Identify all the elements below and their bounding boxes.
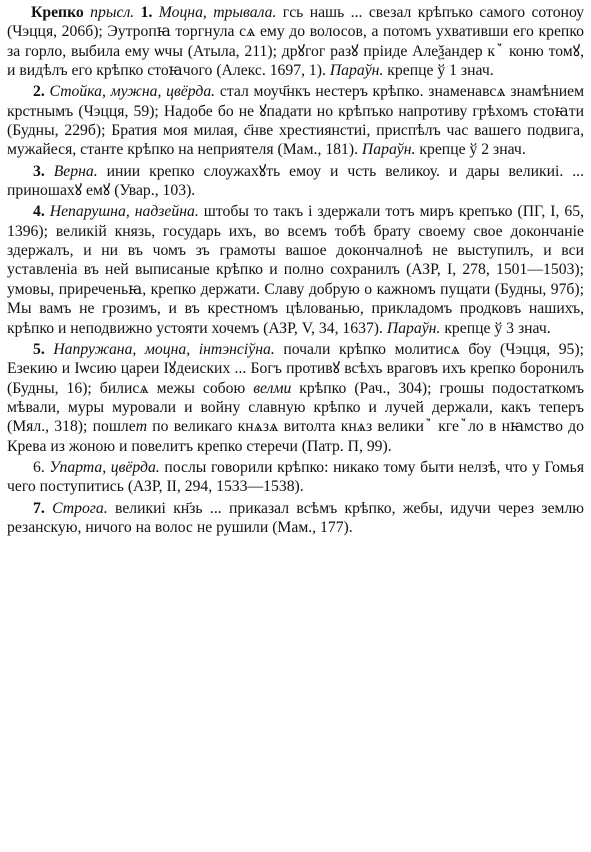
sense-3	[7, 162, 584, 201]
sense-text: почали крѣпко молитисѧ б҃оу (Чэцця, 95); Езекию и Іѡсию цареи Іꙋдеиских ... Богъ противꙋ всѣхъ враговъ ихъ крепко боронилъ (Будны, 16); билисѧ межы собою	[7, 340, 584, 397]
sense-gloss: Непарушна, надзейна.	[49, 203, 199, 221]
sense-gloss: Моцна, трывала.	[158, 4, 277, 21]
sense-text: стал моуч҃нкъ нестеръ крѣпко. знаменавсѧ знамѣнием крстнымъ (Чэцця, 59); Надобе бо не ꙋпадати но крѣпъко напротиву грѣхомъ стоꙗти (Будны, 229б); Братия моя милая, с҃нве хрестиянстиі, приспѣлъ час вашего подвига, мужайеся, станте крѣпко на неприятеля (Мам., 181).	[7, 83, 585, 159]
sense-text-end: по великаго кнѧзѧ витолта кнѧз великиꙿ кгеꙿло в нꙗмство до Крева из жоною и повелитъ крепко стеречи (Патр. П, 99).	[7, 418, 584, 455]
emphasis-letter: т	[135, 418, 148, 436]
emphasis-word: велми	[253, 379, 292, 397]
part-of-speech: прысл.	[90, 4, 135, 21]
sense-gloss: Строга.	[52, 499, 108, 517]
sense-text: инии крепко слоужахꙋть емоу и чсть великоу. и дары великиі. ... приношахꙋ емꙋ (Увар., 103).	[7, 162, 584, 200]
sense-gloss: Упарта, цвёрда.	[49, 458, 160, 476]
sense-gloss: Верна.	[53, 162, 98, 180]
sense-gloss: Напружана, моцна, інтэнсіўна.	[53, 340, 275, 358]
cross-ref-label: Параўн.	[329, 62, 384, 80]
sense-text-cont: крѣпко (Рач., 304); грошы подостаткомъ мѣвали, муры муровали и войну славную крѣпко и лучей держали, какъ теперъ (Мял., 318); пошле	[7, 379, 585, 436]
sense-gloss: Стойка, мужна, цвёрда.	[49, 83, 216, 101]
cross-ref-label: Параўн.	[361, 141, 416, 159]
sense-1	[7, 3, 584, 80]
sense-4	[7, 202, 584, 337]
sense-number: 7.	[33, 499, 45, 517]
sense-6	[7, 458, 584, 497]
sense-text: послы говорили крѣпко: никако тому быти нелзѣ, что у Гомья чего поступитись (АЗР, II, 294, 1533—1538).	[7, 458, 585, 496]
sense-number: 2.	[33, 83, 45, 101]
headword: Крепко	[31, 4, 84, 21]
sense-number: 6.	[33, 458, 45, 476]
sense-text: гсь нашь ... свезал крѣпъко самого сотоноу (Чэцця, 206б); Эутропꙗ торгнула сѧ ему до волосов, а потомъ ухвативши его крепко за горло, выбила ему ѡчы (Атыла, 211); дрꙋгог разꙋ пріиде Алеѯандер кꙿ коню томꙋ, и видѣлъ его крѣпко стоꙗчого (Алекс. 1697, 1).	[7, 4, 585, 80]
sense-text: великиі кн҃зь ... приказал всѣмъ крѣпко, жебы, идучи через землю резанскую, ничого на волос не рушили (Мам., 177).	[7, 499, 585, 536]
sense-number: 5.	[33, 340, 45, 358]
sense-text: штобы то такъ і здержали тотъ миръ крепъко (ПГ, I, 65, 1396); великій князь, государь ихъ, во всемъ тобѣ брату своему свое докончаніе здержалъ, и ни въ чомъ зъ грамоты вашое докончалноѣ не выступилъ, и вси уставленіа въ ней выписаные крѣпко и полно сохранилъ (АЗР, I, 278, 1501—1503); умовы, приреченьꙗ, крепко держати. Славу добрую о кажномъ пущати (Будны, 97б); Мы вамъ не грозимъ, и въ крестномъ цѣлованью, прикладомъ продковъ нашихъ, крѣпко и неподвижно устояти хочемъ (АЗР, V, 34, 1637).	[7, 203, 584, 337]
cross-ref-label: Параўн.	[386, 319, 441, 337]
sense-5	[7, 340, 584, 456]
cross-ref-text: крепце ў 3 знач.	[444, 319, 551, 337]
cross-ref-text: крепце ў 2 знач.	[419, 141, 526, 159]
sense-number: 1.	[140, 4, 153, 21]
sense-2	[7, 82, 584, 159]
cross-ref-text: крепце ў 1 знач.	[387, 62, 494, 80]
sense-7	[7, 499, 584, 538]
sense-number: 4.	[33, 203, 45, 221]
sense-number: 3.	[33, 162, 45, 180]
